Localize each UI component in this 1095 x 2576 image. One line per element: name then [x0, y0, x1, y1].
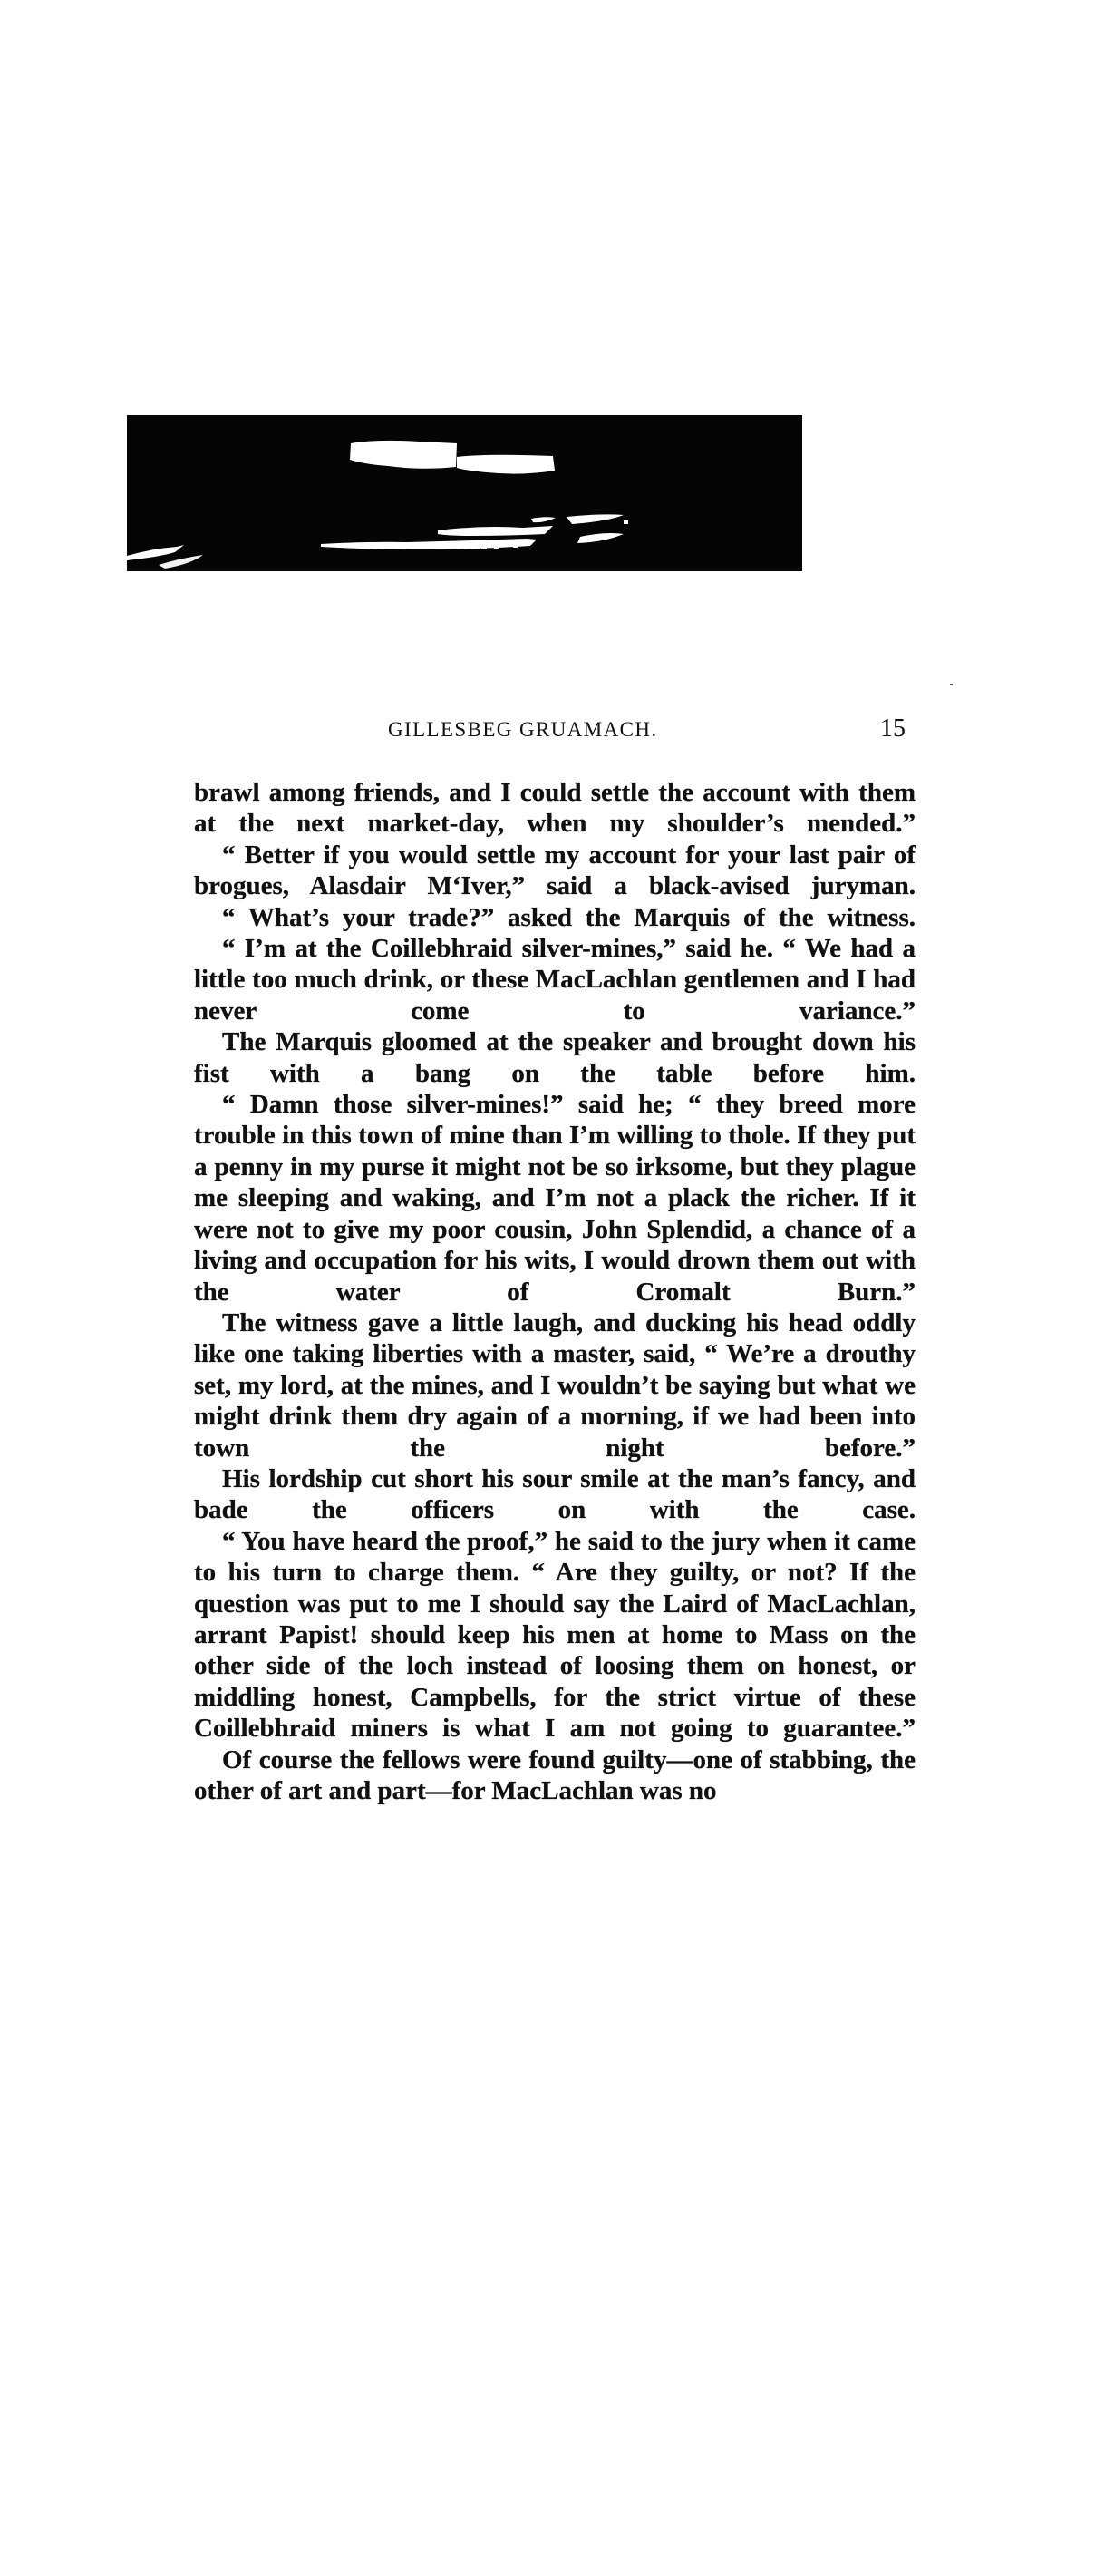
paragraph-continuation: brawl among friends, and I could settle the account with them at the next market-day, when my shoulder’s mended.”: [194, 778, 916, 839]
decorative-header-plate: [127, 415, 802, 571]
header-ornament-image: [127, 415, 802, 571]
paragraph-juryman: “ Better if you would settle my account for your last pair of brogues, Alasdair M‘Iver,” said a black-avised juryman.: [194, 840, 916, 901]
paragraph-witness-answer: “ I’m at the Coillebhraid silver-mines,” said he. “ We had a little too much drink, or these MacLachlan gentlemen and I had never come to variance.”: [194, 934, 916, 1026]
paragraph-marquis-gloomed: The Marquis gloomed at the speaker and brought down his fist with a bang on the table before him.: [194, 1027, 916, 1088]
page-number: 15: [880, 714, 906, 743]
paragraph-witness-laugh: The witness gave a little laugh, and ducking his head oddly like one taking liberties with a master, said, “ We’re a drouthy set, my lord, at the mines, and I wouldn’t be saying but what we might drink them dry again of a morning, if we had been into town the night before.”: [194, 1307, 916, 1463]
running-head: [194, 714, 916, 751]
paragraph-lordship-smile: His lordship cut short his sour smile at the man’s fancy, and bade the officers on with the case.: [194, 1463, 916, 1525]
paragraph-verdict: Of course the fellows were found guilty—one of stabbing, the other of art and part—for MacLachlan was no: [194, 1745, 916, 1805]
running-title: GILLESBEG GRUAMACH.: [388, 718, 658, 741]
paragraph-charge-jury: “ You have heard the proof,” he said to the jury when it came to his turn to charge them. “ Are they guilty, or not? If the question was put to me I should say the Laird of MacLachlan, arrant Papist! should keep his men at home to Mass on the other side of the loch instead of loosing them on honest, or middling honest, Campbells, for the strict virtue of these Coillebhraid miners is what I am not going to guarantee.”: [194, 1526, 916, 1744]
paragraph-silver-mines: “ Damn those silver-mines!” said he; “ they breed more trouble in this town of mine than I’m willing to thole. If they put a penny in my purse it might not be so irksome, but they plague me sleeping and waking, and I’m not a plack the richer. If it were not to give my poor cousin, John Splendid, a chance of a living and occupation for his wits, I would drown them out with the water of Cromalt Burn.”: [194, 1090, 916, 1307]
paragraph-marquis-question: “ What’s your trade?” asked the Marquis of the witness.: [222, 902, 916, 932]
book-text: [194, 777, 916, 1806]
page-speck: [950, 684, 953, 685]
